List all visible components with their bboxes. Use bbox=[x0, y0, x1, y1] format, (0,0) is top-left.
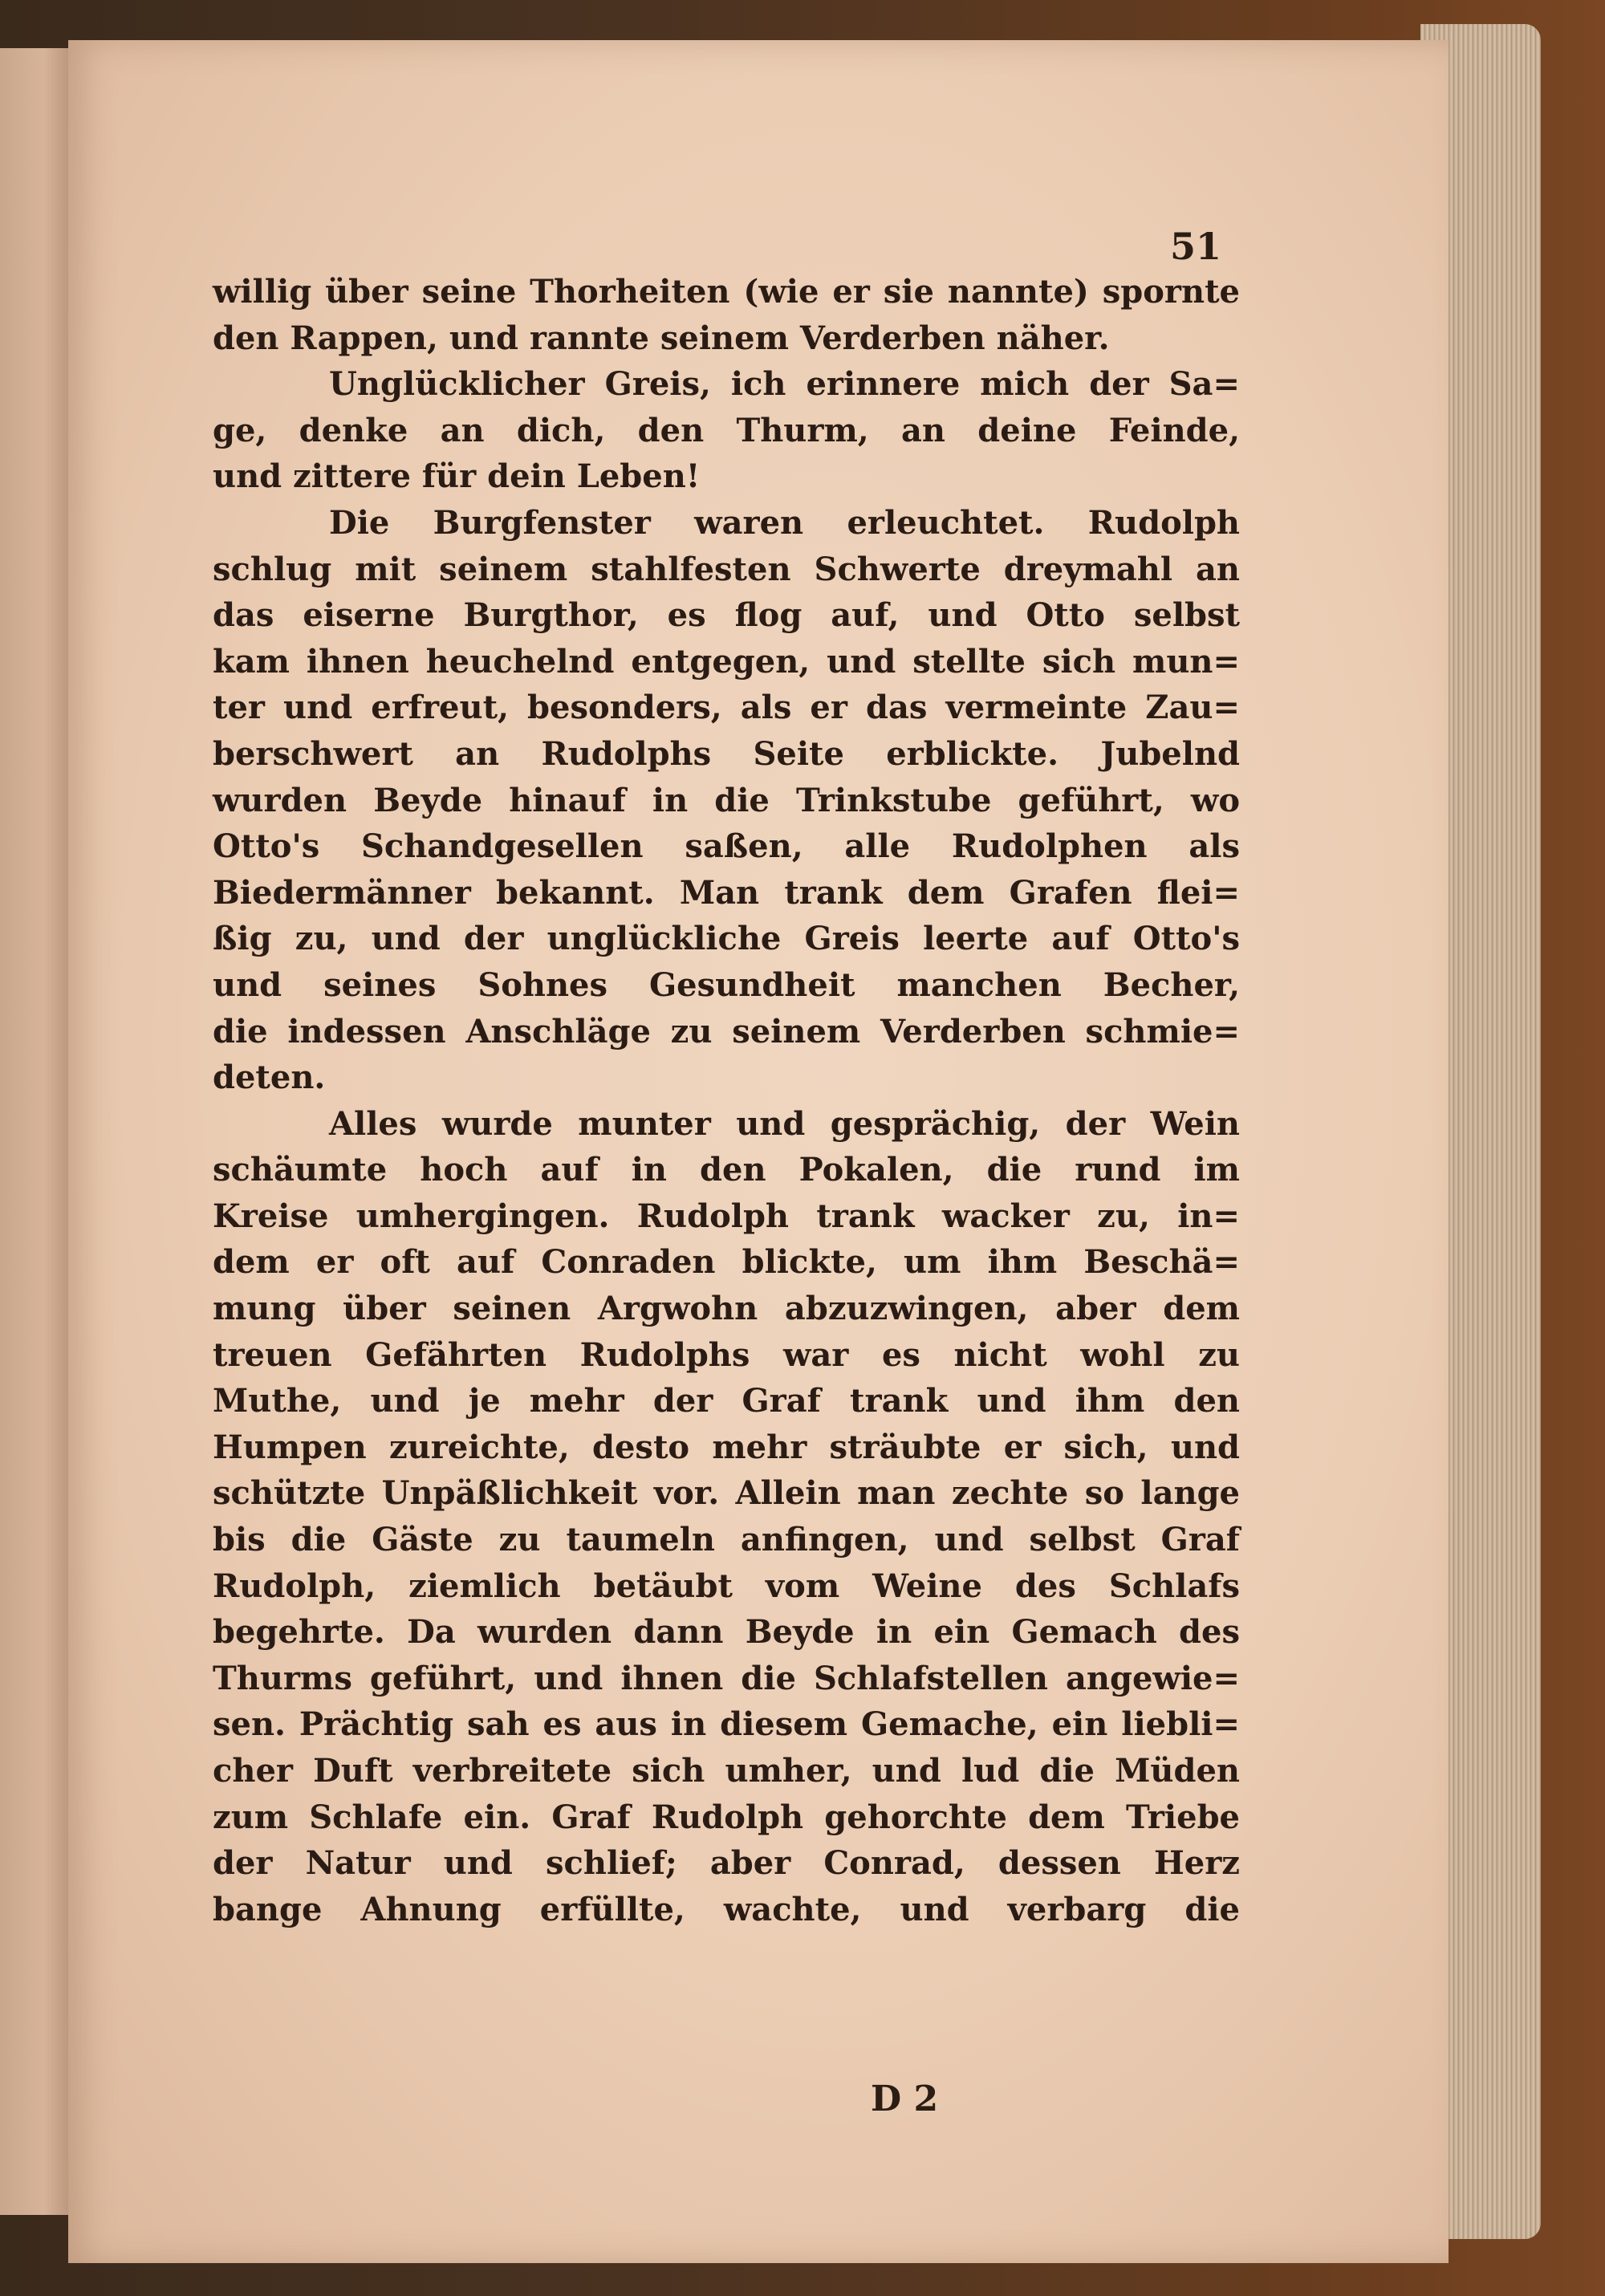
text-line: den Rappen, und rannte seinem Verderben näher. bbox=[213, 319, 1110, 357]
text-line: die indessen Anschläge zu seinem Verderben schmie= bbox=[213, 1012, 1240, 1050]
text-line: Muthe, und je mehr der Graf trank und ihm den bbox=[213, 1382, 1240, 1420]
text-line: Biedermänner bekannt. Man trank dem Grafen flei= bbox=[213, 873, 1240, 912]
text-line: dem er oft auf Conraden blickte, um ihm Beschä= bbox=[213, 1243, 1240, 1282]
text-line: ge, denke an dich, den Thurm, an deine Feinde, bbox=[213, 411, 1240, 449]
text-line: cher Duft verbreitete sich umher, und lud die Müden bbox=[213, 1752, 1240, 1790]
text-line: schützte Unpäßlichkeit vor. Allein man zechte so lange bbox=[213, 1474, 1240, 1513]
text-line: ter und erfreut, besonders, als er das vermeinte Zau= bbox=[213, 689, 1240, 727]
text-line: mung über seinen Argwohn abzuzwingen, aber dem bbox=[213, 1290, 1240, 1328]
text-line: schlug mit seinem stahlfesten Schwerte dreymahl an bbox=[213, 550, 1240, 588]
text-line: zum Schlafe ein. Graf Rudolph gehorchte dem Triebe bbox=[213, 1798, 1240, 1836]
text-line: Humpen zureichte, desto mehr sträubte er sich, und bbox=[213, 1428, 1240, 1466]
text-line: deten. bbox=[213, 1059, 326, 1097]
text-line: Unglücklicher Greis, ich erinnere mich der Sa= bbox=[329, 365, 1240, 404]
left-page-edge bbox=[0, 48, 74, 2215]
text-line: schäumte hoch auf in den Pokalen, die rund im bbox=[213, 1151, 1240, 1189]
text-line: Alles wurde munter und gesprächig, der Wein bbox=[329, 1104, 1240, 1143]
text-line: treuen Gefährten Rudolphs war es nicht wohl zu bbox=[213, 1335, 1240, 1374]
text-line: Otto's Schandgesellen saßen, alle Rudolphen als bbox=[213, 827, 1240, 866]
text-line: Rudolph, ziemlich betäubt vom Weine des Schlafs bbox=[213, 1567, 1240, 1605]
text-line: Thurms geführt, und ihnen die Schlafstellen angewie= bbox=[213, 1659, 1240, 1697]
text-line: sen. Prächtig sah es aus in diesem Gemache, ein liebli= bbox=[213, 1705, 1240, 1744]
signature-mark: D 2 bbox=[871, 2079, 939, 2119]
text-line: Kreise umhergingen. Rudolph trank wacker zu, in= bbox=[213, 1197, 1240, 1235]
text-line: und zittere für dein Leben! bbox=[213, 457, 701, 496]
text-line: begehrte. Da wurden dann Beyde in ein Gemach des bbox=[213, 1613, 1240, 1652]
page-number: 51 bbox=[1170, 225, 1222, 268]
text-line: der Natur und schlief; aber Conrad, dessen Herz bbox=[213, 1844, 1240, 1883]
text-line: das eiserne Burgthor, es flog auf, und Otto selbst bbox=[213, 596, 1240, 635]
text-line: Die Burgfenster waren erleuchtet. Rudolph bbox=[329, 503, 1240, 542]
text-line: bis die Gäste zu taumeln anfingen, und selbst Graf bbox=[213, 1521, 1240, 1559]
text-block bbox=[213, 269, 1240, 1932]
text-line: ßig zu, und der unglückliche Greis leerte auf Otto's bbox=[213, 920, 1240, 958]
text-line: kam ihnen heuchelnd entgegen, und stellte sich mun= bbox=[213, 642, 1240, 681]
text-line: berschwert an Rudolphs Seite erblickte. Jubelnd bbox=[213, 734, 1240, 773]
text-line: bange Ahnung erfüllte, wachte, und verbarg die bbox=[213, 1890, 1240, 1928]
text-line: und seines Sohnes Gesundheit manchen Becher, bbox=[213, 965, 1240, 1004]
text-line: willig über seine Thorheiten (wie er sie nannte) spornte bbox=[213, 273, 1240, 311]
text-line: wurden Beyde hinauf in die Trinkstube geführt, wo bbox=[213, 781, 1240, 819]
